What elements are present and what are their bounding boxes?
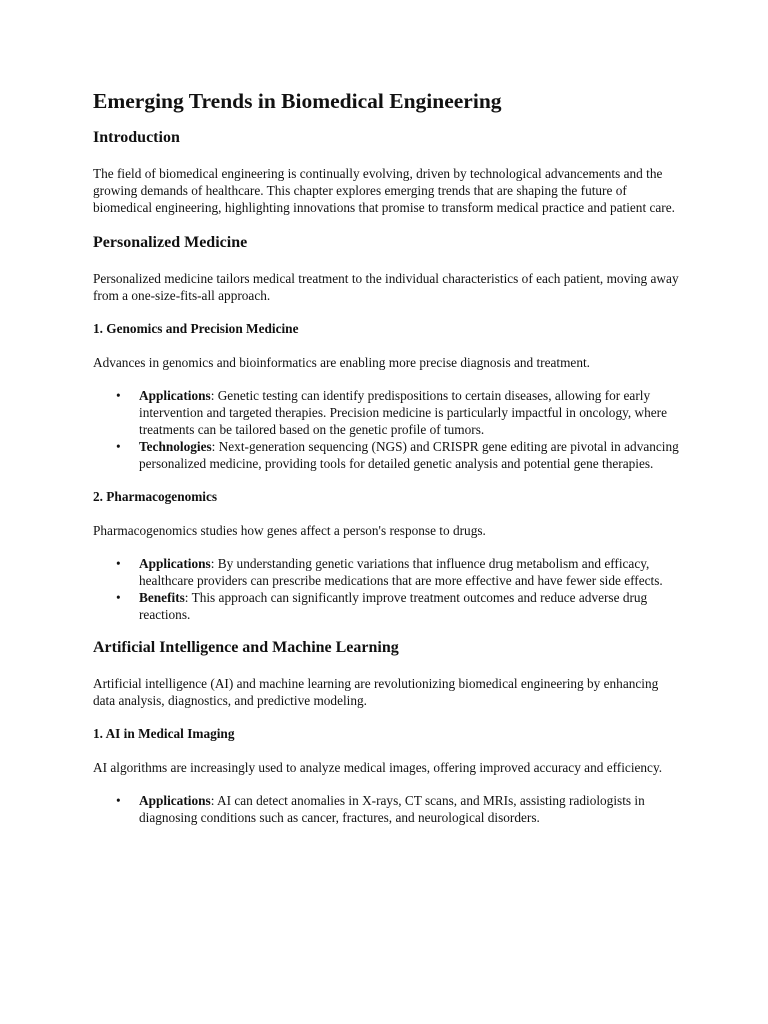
list-item xyxy=(139,589,683,623)
genomics-paragraph: Advances in genomics and bioinformatics are enabling more precise diagnosis and treatment. xyxy=(93,355,590,370)
ai-imaging-heading: 1. AI in Medical Imaging xyxy=(93,726,235,741)
ai-imaging-paragraph: AI algorithms are increasingly used to analyze medical images, offering improved accuracy and efficiency. xyxy=(93,760,663,775)
genomics-bullet-list xyxy=(93,387,683,472)
bullet-text: : AI can detect anomalies in X-rays, CT scans, and MRIs, assisting radiologists in diagnosing conditions such as cancer, fractures, and neurological disorders. xyxy=(139,793,645,825)
introduction-paragraph: The field of biomedical engineering is continually evolving, driven by technological advancements and the growing demands of healthcare. This chapter explores emerging trends that are shaping the future of biomedical engineering, highlighting innovations that promise to transform medical practice and patient care. xyxy=(93,166,675,215)
bullet-term: Applications xyxy=(139,556,211,571)
bullet-term: Benefits xyxy=(139,590,185,605)
ai-ml-heading: Artificial Intelligence and Machine Learning xyxy=(93,639,399,656)
pharmacogenomics-paragraph: Pharmacogenomics studies how genes affect a person's response to drugs. xyxy=(93,523,486,538)
ai-imaging-bullet-list xyxy=(93,792,683,826)
bullet-text: : Genetic testing can identify predispositions to certain diseases, allowing for early intervention and targeted therapies. Precision medicine is particularly impactful in oncology, where treatments can be tailored based on the genetic profile of tumors. xyxy=(139,388,668,437)
bullet-term: Applications xyxy=(139,388,211,403)
list-item xyxy=(139,438,683,472)
pharmacogenomics-heading: 2. Pharmacogenomics xyxy=(93,489,218,504)
genomics-heading: 1. Genomics and Precision Medicine xyxy=(93,321,299,336)
introduction-heading: Introduction xyxy=(93,129,180,146)
list-item xyxy=(139,387,683,438)
document-body xyxy=(93,86,683,826)
list-item xyxy=(139,555,683,589)
personalized-medicine-heading: Personalized Medicine xyxy=(93,234,248,251)
bullet-term: Applications xyxy=(139,793,211,808)
bullet-term: Technologies xyxy=(139,439,212,454)
bullet-text: : Next-generation sequencing (NGS) and CRISPR gene editing are pivotal in advancing personalized medicine, providing tools for detailed genetic analysis and potential gene therapies. xyxy=(139,439,679,471)
bullet-text: : By understanding genetic variations that influence drug metabolism and efficacy, healthcare providers can prescribe medications that are more effective and have fewer side effects. xyxy=(139,556,663,588)
bullet-text: : This approach can significantly improve treatment outcomes and reduce adverse drug reactions. xyxy=(139,590,648,622)
pharmacogenomics-bullet-list xyxy=(93,555,683,623)
document-title: Emerging Trends in Biomedical Engineering xyxy=(93,89,502,113)
personalized-medicine-paragraph: Personalized medicine tailors medical treatment to the individual characteristics of each patient, moving away from a one-size-fits-all approach. xyxy=(93,271,679,303)
ai-ml-paragraph: Artificial intelligence (AI) and machine learning are revolutionizing biomedical engineering by enhancing data analysis, diagnostics, and predictive modeling. xyxy=(93,676,659,708)
list-item xyxy=(139,792,683,826)
